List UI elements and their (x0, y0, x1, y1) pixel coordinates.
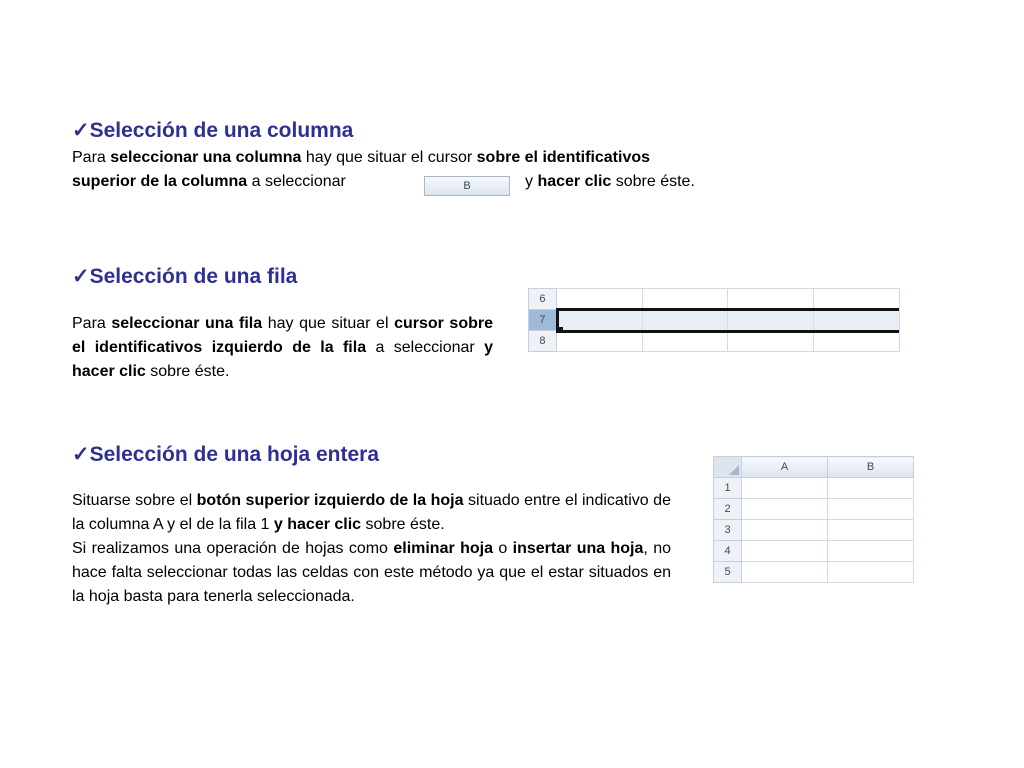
cell (742, 478, 828, 499)
text: y (525, 173, 538, 190)
sheet-row (714, 541, 914, 562)
paragraph-sheet-selection (72, 489, 671, 609)
paragraph-column-selection-end (525, 170, 695, 194)
heading-sheet-selection (72, 442, 379, 467)
text: a seleccionar (366, 339, 485, 356)
para-block (72, 489, 671, 537)
selection-border (556, 308, 899, 311)
heading-text: Selección de una fila (89, 265, 298, 288)
fill-handle (558, 327, 563, 332)
row-header: 6 (529, 289, 557, 310)
row-header: 8 (529, 331, 557, 352)
sheet-row (714, 562, 914, 583)
heading-text: Selección de una columna (89, 119, 354, 142)
row-header: 4 (714, 541, 742, 562)
sheet-header-row (714, 457, 914, 478)
row-header: 3 (714, 520, 742, 541)
text: sobre éste. (361, 516, 445, 533)
text: Para (72, 315, 112, 332)
sheet-row (714, 499, 914, 520)
checkmark-icon: ✓ (72, 119, 90, 142)
text: hay que situar el cursor (301, 149, 477, 166)
cell (814, 331, 900, 352)
heading-column-selection (72, 118, 353, 143)
sheet-row-selected (529, 310, 900, 331)
text: hay que situar el (262, 315, 395, 332)
text: sobre éste. (611, 173, 695, 190)
cell (556, 310, 642, 331)
para-line (72, 146, 812, 170)
row-header: 1 (714, 478, 742, 499)
text: o (492, 540, 513, 557)
cell (828, 499, 914, 520)
sheet-row (529, 289, 900, 310)
bold-text: hacer clic (537, 173, 612, 190)
para-block (72, 537, 671, 609)
checkmark-icon: ✓ (72, 443, 90, 466)
text: , no hace falta seleccionar todas las celdas con este método ya que el estar situados en la hoja basta para tenerla seleccionada. (72, 540, 672, 605)
cell (814, 289, 900, 310)
column-header-b-image: B (424, 176, 510, 196)
bold-text: superior de la columna (72, 173, 248, 190)
cell (728, 289, 814, 310)
cell (742, 541, 828, 562)
bold-text: seleccionar una columna (110, 149, 302, 166)
bold-text: insertar una hoja (512, 540, 644, 557)
bold-text: sobre el identificativos (476, 149, 651, 166)
column-header: B (828, 457, 914, 478)
cell (828, 520, 914, 541)
cell (728, 310, 814, 331)
bold-text: y hacer clic (273, 516, 362, 533)
bold-text: seleccionar una fila (111, 315, 263, 332)
para-fragment (72, 173, 346, 190)
row-header: 5 (714, 562, 742, 583)
text: a seleccionar (247, 173, 346, 190)
corner-triangle-icon (729, 465, 739, 475)
cell (556, 331, 642, 352)
bold-text: cursor sobre el identificativos izquierdo de la fila (72, 315, 493, 356)
paragraph-row-selection (72, 312, 493, 384)
sheet-row (714, 478, 914, 499)
cell (742, 499, 828, 520)
row-selection-image (528, 288, 900, 354)
sheet-row (529, 331, 900, 352)
row-header: 2 (714, 499, 742, 520)
cell (742, 520, 828, 541)
column-header: A (742, 457, 828, 478)
bold-text: y hacer clic (72, 339, 494, 380)
bold-text: eliminar hoja (393, 540, 493, 557)
selection-border (556, 330, 899, 333)
cell (814, 310, 900, 331)
row-header: 7 (529, 310, 557, 331)
text: sobre éste. (145, 363, 230, 380)
cell (642, 310, 728, 331)
sheet-row (714, 520, 914, 541)
cell (828, 478, 914, 499)
heading-row-selection (72, 264, 297, 289)
text: Situarse sobre el (72, 492, 197, 509)
select-all-corner (714, 457, 742, 478)
cell (742, 562, 828, 583)
cell (828, 541, 914, 562)
cell (728, 331, 814, 352)
cell (556, 289, 642, 310)
bold-text: botón superior izquierdo de la hoja (196, 492, 464, 509)
text: Para (72, 149, 111, 166)
text: Si realizamos una operación de hojas como (72, 540, 394, 557)
whole-sheet-image (713, 456, 914, 583)
cell (828, 562, 914, 583)
heading-text: Selección de una hoja entera (89, 443, 380, 466)
para-fragment (525, 173, 695, 190)
checkmark-icon: ✓ (72, 265, 90, 288)
cell (642, 331, 728, 352)
text: situado entre el indicativo de la columna A y el de la fila 1 (72, 492, 671, 533)
cell (642, 289, 728, 310)
